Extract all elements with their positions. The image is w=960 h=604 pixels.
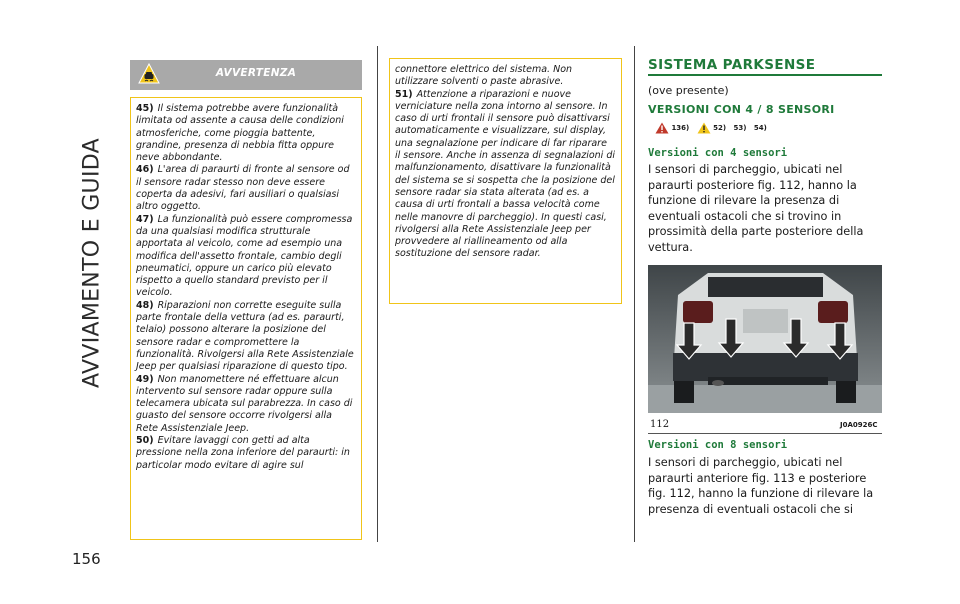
note-text: Il sistema potrebbe avere funzionalità limitata od assente a causa delle condizioni atmosferiche, come pioggia battente, grandine, presenza di nebbia fitta oppure neve abbondante. xyxy=(136,103,344,164)
note-text: Riparazioni non corrette eseguite sulla parte frontale della vettura (ad es. paraurti, telaio) possono alterare la posizione del sensore radar e compromettere la funzionalità. Rivolgersi alla Rete Assistenziale Jeep per qualsiasi riparazione di questo tipo. xyxy=(136,299,354,373)
paragraph-4-sensors: I sensori di parcheggio, ubicati nel paraurti posteriore fig. 112, hanno la funzione di rilevare la presenza di eventuali ostacoli che si trovino in prossimità della parte posteriore della vettura. xyxy=(648,163,864,254)
warning-notes-col2-list xyxy=(395,89,615,261)
note-text: Non manomettere né effettuare alcun intervento sul sensore radar oppure sulla telecamera ubicata sul parabrezza. In caso di guasto del sensore occorre rivolgersi alla Rete Assistenziale Jeep. xyxy=(136,373,353,434)
chapter-side-title: AVVIAMENTO E GUIDA xyxy=(79,138,105,388)
warning-note xyxy=(136,214,355,300)
warning-note xyxy=(136,300,355,374)
warning-title: AVVERTENZA xyxy=(215,67,297,79)
note-number: 49) xyxy=(136,373,154,385)
paragraph-8-sensors: I sensori di parcheggio, ubicati nel paraurti anteriore fig. 113 e posteriore fig. 112, hanno la funzione di rilevare la presenza di eventuali ostacoli che si xyxy=(648,456,874,516)
section-title-rule xyxy=(648,74,882,76)
ref-136: 136) xyxy=(671,124,690,132)
page-number: 156 xyxy=(72,550,101,568)
section-subtitle: VERSIONI CON 4 / 8 SENSORI xyxy=(648,103,835,116)
ref-52: 52) xyxy=(713,124,727,132)
note-number: 47) xyxy=(136,213,154,225)
warning-references xyxy=(655,122,772,138)
note-number: 45) xyxy=(136,103,154,114)
warning-note xyxy=(395,89,615,261)
warning-notes-col1 xyxy=(131,98,361,472)
rear-car-illustration xyxy=(648,265,882,413)
figure-caption-rule xyxy=(648,433,882,434)
section-availability-note: (ove presente) xyxy=(648,84,729,97)
danger-triangle-icon xyxy=(655,122,669,134)
warning-notes-col2 xyxy=(390,59,621,261)
column-divider-2 xyxy=(634,46,635,542)
note-text: Evitare lavaggi con getti ad alta pressione nella zona inferiore del paraurti: in particolar modo evitare di agire sul xyxy=(136,435,350,471)
warning-box-col2 xyxy=(389,58,622,304)
figure-code: J0A0926C xyxy=(840,421,878,429)
rear-bumper-sensors-figure xyxy=(648,265,882,413)
figure-number: 112 xyxy=(650,419,670,430)
warning-note xyxy=(136,164,355,213)
note-number: 51) xyxy=(395,88,413,100)
warning-header xyxy=(130,60,362,90)
ref-54: 54) xyxy=(753,124,767,132)
warning-box-col1 xyxy=(130,97,362,540)
section-title: SISTEMA PARKSENSE xyxy=(648,57,816,73)
heading-4-sensors: Versioni con 4 sensori xyxy=(648,147,788,159)
warning-note xyxy=(136,103,355,164)
note-continuation: connettore elettrico del sistema. Non utilizzare solventi o paste abrasive. xyxy=(395,64,573,88)
ref-53: 53) xyxy=(733,124,747,132)
note-number: 48) xyxy=(136,299,154,311)
warning-note xyxy=(136,435,355,472)
caution-triangle-icon xyxy=(697,122,711,134)
note-text: Attenzione a riparazioni e nuove verniciature nella zona intorno al sensore. In caso di urti frontali il sensore può disattivarsi automaticamente e visualizzare, sul display, una segnalazione per indicare di far riparare il sensore. Anche in assenza di segnalazioni di malfunzionamento, disattivare la funzionalità del sistema se si sospetta che la posizione del sensore radar sia stata alterata (ad es. a causa di urti frontali a bassa velocità come nelle manovre di parcheggio). In questi casi, rivolgersi alla Rete Assistenziale Jeep per provvedere al riallineamento od alla sostituzione del sensore radar. xyxy=(395,88,615,260)
warning-note xyxy=(136,374,355,435)
note-number: 46) xyxy=(136,164,154,176)
note-text: L'area di paraurti di fronte al sensore od il sensore radar stesso non deve essere coperta da adesivi, fari ausiliari o qualsiasi altro oggetto. xyxy=(136,164,350,213)
note-text: La funzionalità può essere compromessa da una qualsiasi modifica strutturale apportata al veicolo, come ad esempio una modifica dell'assetto frontale, cambio degli pneumatici, oppure un carico più elevato rispetto a quello standard previsto per il veicolo. xyxy=(136,213,353,299)
heading-8-sensors: Versioni con 8 sensori xyxy=(648,439,788,451)
column-divider-1 xyxy=(377,46,378,542)
note-number: 50) xyxy=(136,435,154,447)
